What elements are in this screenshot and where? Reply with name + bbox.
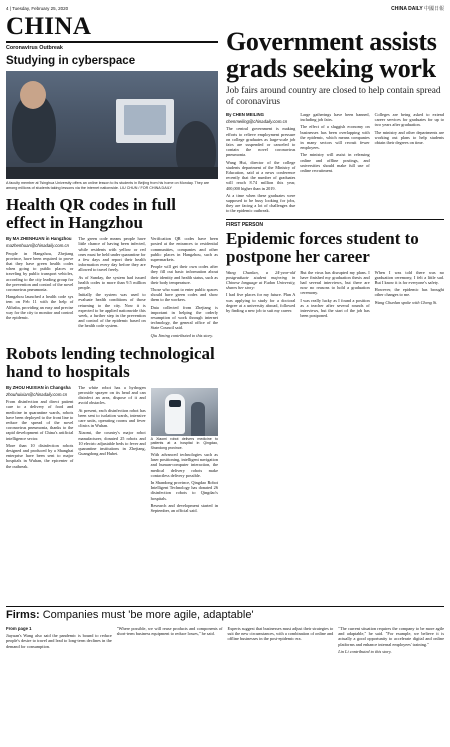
firms-headline-rest: Companies must 'be more agile, adaptable' [42, 609, 254, 621]
epidemic-credit: Wang Chunlan spoke with Cheng Si. [374, 299, 438, 305]
qr-para: The green code means people have little chance of having been infected, while residents with yellow or red ones must be held under quarantine for a few days and report their health information every day before they are allowed to travel freely. [78, 236, 146, 273]
robots-headline: Robots lending technological hand to hospitals [6, 343, 215, 381]
paper-name: CHINA DAILY [391, 6, 423, 12]
firms-para: Jiayuan's Wang also said the pandemic is bound to reduce people's desire to travel and lead to long-term declines in the demand for consumption. [6, 633, 112, 649]
robots-para: With advanced technologies such as laser positioning, intelligent navigation and human-computer interaction, the medical delivery robots make contactless delivery possible. [150, 452, 218, 478]
gov-body [226, 112, 444, 216]
robots-para: Research and development started in September, an official said. [150, 502, 218, 514]
robots-col-1 [6, 385, 73, 515]
first-person-rule [226, 219, 444, 220]
gov-para: The effect of a sluggish economy on businesses has been overlapping with the epidemic, which means companies in many sectors will recruit fewer employees. [300, 124, 370, 151]
qr-col-2 [78, 236, 145, 340]
qr-byline-email: mazhenhuan@chinadaily.com.cn [6, 243, 70, 249]
robots-para: In Shandong province, Qingdao Robot Intelligent Technology has donated 26 disinfection robots to Qingdao's hospitals. [150, 480, 218, 501]
firms-col-2 [117, 626, 223, 656]
qr-para: Verification QR codes have been posted at the entrances to residential communities, companies and other public places in Hangzhou, such as supermarkets. [150, 236, 218, 262]
qr-credit: Qiu Jiming contributed to this story. [150, 332, 213, 338]
firms-col-3 [228, 626, 334, 656]
epidemic-para: When I was told there was no graduation ceremony, I felt a little sad. But I know it is for everyone's safety. [374, 269, 444, 286]
epidemic-col-2 [300, 270, 369, 321]
robots-col-2 [78, 385, 145, 515]
left-column [6, 55, 218, 515]
qr-para: As of Sunday, the system had issued health codes to more than 9.5 million people. [78, 274, 146, 291]
gov-byline: By CHEN MEILING [226, 112, 264, 117]
gov-col-3 [375, 112, 444, 216]
epidemic-para: I had five places for my future. Plan A was applying to study for a doctoral degree at a university abroad, followed by finding a new job to suit my career. [226, 292, 296, 314]
qr-para: Hangzhou launched a health code sys tem on Feb 11 with the help of Alibaba, providing an easy and precise way for the city to monitor and control the epidemic. [6, 294, 74, 321]
gov-para: The central government is making efforts to relieve employment pressure on college graduates as large-scale job fairs are suspended or canceled to contain the novel coronavirus pneumonia. [226, 126, 296, 158]
qr-col-1 [6, 236, 73, 340]
firms-rule [6, 606, 444, 607]
epidemic-col-3 [375, 270, 444, 321]
firms-body [6, 626, 444, 656]
firms-para: "The current situation requires the company to be more agile and adaptable," he said. "For example, we believe it is actually a good opportunity to accelerate digital and online platforms and enhance internal employees' training." [338, 626, 444, 647]
page-info: 4 | Tuesday, February 25, 2020 [6, 6, 69, 11]
masthead-bar [6, 4, 444, 13]
robots-para: From disinfection and direct patient care to a delivery of food and medicine in quarantine wards, robots have been deployed to the front line to reduce the spread of the novel coronavirus pneumonia, thanks to the rapid development of China's artificial intelligence sector. [6, 399, 74, 441]
study-headline: Studying in cyberspace [6, 55, 136, 67]
epidemic-para: However, the epidemic has brought other changes to me. [374, 287, 444, 298]
firms-para: Experts suggest that businesses must adjust their strategies to suit the new circumstances, with a combination of online and offline businesses in the post-epidemic era. [227, 626, 334, 642]
study-photo [6, 71, 218, 179]
paper-brand [391, 5, 444, 12]
robots-byline: By ZHOU HUIXIAN in Changsha [6, 384, 71, 390]
epidemic-col-1 [226, 270, 295, 321]
first-person-kicker: FIRST PERSON [226, 221, 263, 228]
firms-col-1 [6, 626, 112, 656]
qr-para: Initially the system was used to evaluate health conditions of those returning to the city. Now it is expected to be applied nationwide this week, a further step in the prevention and control of the epidemic based on the health code system. [78, 292, 146, 329]
epidemic-para: But the virus has disrupted my plans. I have finished my graduation thesis and had several interviews, but there are now no reasons to hold a graduation ceremony. [300, 269, 370, 296]
qr-para: People will get their own codes after they fill out basic information about their identity and health status, such as their body temperature. [150, 264, 218, 285]
epidemic-body [226, 270, 444, 321]
robots-para: More than 10 disinfection robots designed and produced by a Shanghai enterprise have been sent to major hospitals in Wuhan, the epicenter of the outbreak. [6, 442, 74, 469]
gov-para: Large gatherings have been banned, including job fairs. [300, 112, 370, 123]
section-title: CHINA [6, 13, 92, 40]
robots-para: At present, each disinfection robot has been sent to isolation wards, intensive care units, operating rooms and fever clinics in Wuhan. [78, 407, 146, 429]
firms-headline-lead: Firms: [6, 609, 40, 621]
right-column [226, 28, 444, 320]
robot-photo [151, 388, 218, 436]
firms-kicker: From page 1 [6, 626, 32, 631]
qr-headline: Health QR codes in full effect in Hangzhou [6, 195, 177, 233]
robots-byline-email: zhouhuixian@chinadaily.com.cn [6, 392, 68, 398]
section-label: Coronavirus Outbreak [6, 45, 63, 51]
robots-col-3 [151, 385, 218, 515]
firms-credit: Lin Li contributed to this story. [338, 648, 392, 654]
gov-deck: Job fairs around country are closed to help contain spread of coronavirus [226, 86, 441, 107]
qr-para: Those who want to enter public spaces should have green codes and show them to the workers. [150, 287, 218, 303]
firms-col-4 [338, 626, 444, 656]
gov-para: The ministry will assist in releasing online and offline postings, and universities should make full use of online recruitment. [300, 152, 370, 174]
section-rule [6, 41, 218, 43]
qr-col-3 [151, 236, 218, 340]
firms-headline [6, 609, 254, 622]
robots-para: Xiaomi, the country's major robot manufacturer, donated 25 robots and 10 electric adjustable beds to fever and quarantine institutions in Zhejiang, Guangdong and Hubei. [78, 430, 146, 457]
qr-para: Data collected from Zhejiang is important in helping the orderly resumption of work through internet technology, the general office of the State Council said. [150, 304, 218, 331]
gov-para: The ministry and other departments are working out plans to help students obtain their degrees on time. [374, 129, 444, 146]
qr-byline: By MA ZHENHUAN in Hangzhou [6, 236, 72, 242]
gov-para: Wang Hui, director of the college students department of the Ministry of Education, said at a news conference recently that the number of graduates will reach 8.74 million this year, 400,000 higher than in 2019. [226, 159, 296, 191]
gov-col-2 [300, 112, 369, 216]
robot-photo-caption: A Xiaomi robot delivers medicine to patients at a hospital in Qingdao, Shandong province. [150, 436, 218, 450]
paper-name-cn: 中國日報 [423, 6, 444, 12]
gov-byline-email: chenmeiling@chinadaily.com.cn [226, 119, 288, 125]
robots-body [6, 385, 218, 515]
qr-para: People in Hangzhou, Zhejiang province, have been required to prove that they have green health codes when going to public places or traveling by public transport vehicles, according to the city leading group for the prevention and control of the novel coronavirus pneumonia. [6, 250, 74, 293]
epidemic-headline: Epidemic forces student to postpone her career [226, 228, 419, 266]
epidemic-intro: Wang Chunlan, a 24-year-old postgraduate student majoring in Chinese language at Fudan University, shares her story: [226, 269, 296, 291]
gov-para: Colleges are being asked to extend career services for graduates for up to two years after graduation. [374, 112, 444, 128]
study-caption: A faculty member at Tsinghua University offers an online lesson to its students in Beijing from his home on Monday. They are among millions of students taking lessons via the internet nationwide. LIU CHUN / FOR CHINA DAILY [6, 181, 210, 190]
qr-body [6, 236, 218, 340]
gov-col-1 [226, 112, 295, 216]
firms-para: "Where possible, we will reuse products and components of short-term business equipment to reduce losses," he said. [116, 626, 223, 637]
gov-para: At a time when these graduates were supposed to be busy looking for jobs, they are facing a lot of challenges due to the epidemic outbreak. [226, 192, 296, 214]
robots-para: The white robot has a hydrogen peroxide sprayer on its head and can disinfect an area, dispose of it and avoid obstacles. [78, 384, 146, 406]
epidemic-para: I was really lucky as I found a position as a teacher after several rounds of interviews, but the start of the job has been postponed. [300, 297, 370, 319]
gov-headline: Government assists grads seeking work [226, 27, 437, 83]
